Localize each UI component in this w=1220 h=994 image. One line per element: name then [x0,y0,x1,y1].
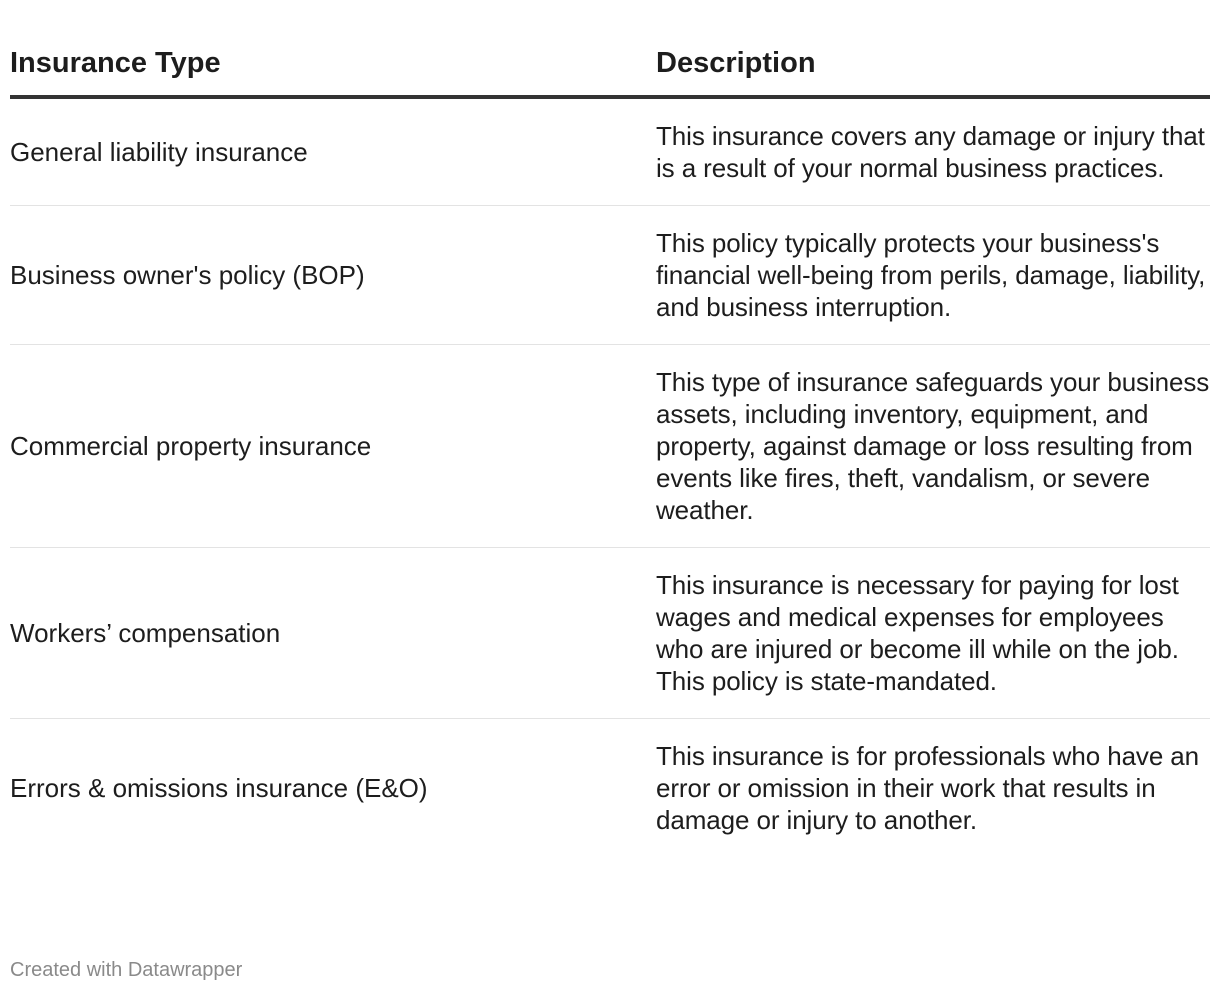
description-cell: This policy typically protects your business's financial well-being from perils, damage, liability, and business interruption. [656,206,1210,345]
table-header [10,0,1210,97]
description-cell: This type of insurance safeguards your business assets, including inventory, equipment, and property, against damage or loss resulting from events like fires, theft, vandalism, or severe weather. [656,345,1210,548]
insurance-type-cell: General liability insurance [10,97,656,206]
header-row [10,0,1210,97]
table-row [10,719,1210,858]
table-row [10,548,1210,719]
column-header-insurance-type: Insurance Type [10,0,656,97]
description-cell: This insurance is for professionals who have an error or omission in their work that results in damage or injury to another. [656,741,1200,835]
column-header-description: Description [656,0,1210,97]
table-row [10,206,1210,345]
description-cell: This insurance is necessary for paying for lost wages and medical expenses for employees who are injured or become ill while on the job. This policy is state-mandated. [656,548,1210,719]
table-body [10,97,1210,857]
insurance-type-cell: Workers’ compensation [10,548,656,719]
insurance-type-cell: Commercial property insurance [10,345,656,548]
insurance-type-cell: Errors & omissions insurance (E&O) [10,773,428,803]
insurance-type-cell: Business owner's policy (BOP) [10,206,656,345]
description-cell: This insurance covers any damage or injury that is a result of your normal business practices. [656,97,1210,206]
insurance-table-container [10,0,1210,857]
insurance-table [10,0,1210,857]
table-row [10,345,1210,548]
table-row [10,97,1210,206]
datawrapper-credit: Created with Datawrapper [10,959,243,981]
